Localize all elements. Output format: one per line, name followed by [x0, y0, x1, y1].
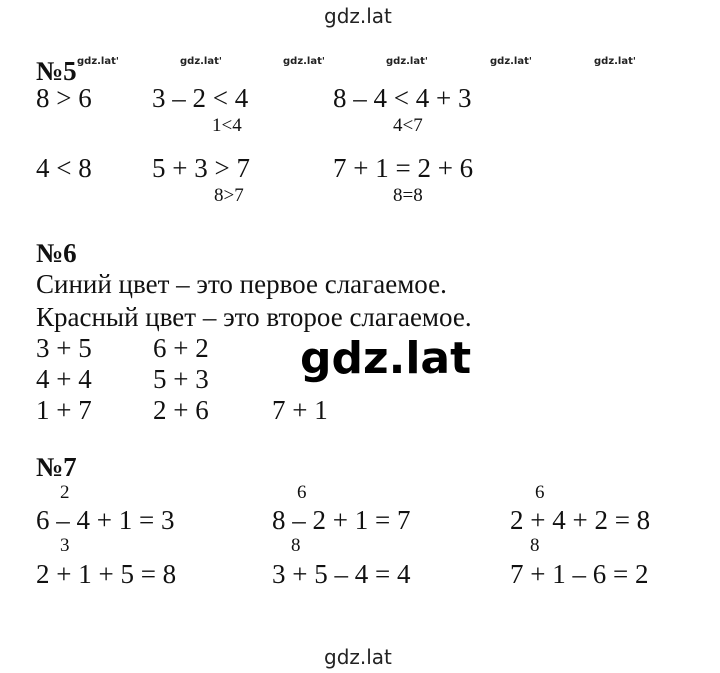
task5-row1-b: 3 – 2 < 4 [152, 83, 249, 113]
watermark-center: gdz.lat [300, 333, 472, 384]
task7-r1-note-2: 6 [297, 482, 307, 503]
task7-r1-expr-3: 2 + 4 + 2 = 8 [510, 505, 651, 535]
task6-r1-c2: 6 + 2 [153, 333, 209, 363]
task6-r1-c1: 3 + 5 [36, 333, 92, 363]
task7-r1-expr-1: 6 – 4 + 1 = 3 [36, 505, 175, 535]
watermark-row-1: gdz.lat' [77, 56, 119, 67]
watermark-row-4: gdz.lat' [386, 56, 428, 67]
task5-heading: №5 [36, 56, 77, 86]
watermark-row-2: gdz.lat' [180, 56, 222, 67]
task7-r2-expr-2: 3 + 5 – 4 = 4 [272, 559, 411, 589]
watermark-top: gdz.lat [324, 4, 392, 28]
task6-r2-c2: 5 + 3 [153, 364, 209, 394]
task5-row1-c-note: 4<7 [393, 115, 423, 136]
task7-r2-expr-1: 2 + 1 + 5 = 8 [36, 559, 177, 589]
task5-row1-a: 8 > 6 [36, 83, 92, 113]
task5-row2-c-note: 8=8 [393, 185, 423, 206]
watermark-row-3: gdz.lat' [283, 56, 325, 67]
task5-row1-b-note: 1<4 [212, 115, 242, 136]
task6-line2: Красный цвет – это второе слагаемое. [36, 302, 472, 332]
task7-r1-expr-2: 8 – 2 + 1 = 7 [272, 505, 411, 535]
task7-r2-note-1: 3 [60, 535, 70, 556]
task6-r3-c3: 7 + 1 [272, 395, 328, 425]
watermark-row-5: gdz.lat' [490, 56, 532, 67]
task6-r3-c2: 2 + 6 [153, 395, 209, 425]
task6-r2-c1: 4 + 4 [36, 364, 92, 394]
task5-row2-b-note: 8>7 [214, 185, 244, 206]
task5-row2-c: 7 + 1 = 2 + 6 [333, 153, 474, 183]
task5-row1-c: 8 – 4 < 4 + 3 [333, 83, 472, 113]
task7-heading: №7 [36, 452, 77, 482]
task7-r1-note-3: 6 [535, 482, 545, 503]
watermark-row-6: gdz.lat' [594, 56, 636, 67]
task5-row2-b: 5 + 3 > 7 [152, 153, 250, 183]
task7-r2-note-3: 8 [530, 535, 540, 556]
task7-r1-note-1: 2 [60, 482, 70, 503]
task6-r3-c1: 1 + 7 [36, 395, 92, 425]
task7-r2-expr-3: 7 + 1 – 6 = 2 [510, 559, 649, 589]
task6-heading: №6 [36, 238, 77, 268]
watermark-bottom: gdz.lat [324, 645, 392, 669]
task7-r2-note-2: 8 [291, 535, 301, 556]
task6-line1: Синий цвет – это первое слагаемое. [36, 269, 447, 299]
task5-row2-a: 4 < 8 [36, 153, 92, 183]
